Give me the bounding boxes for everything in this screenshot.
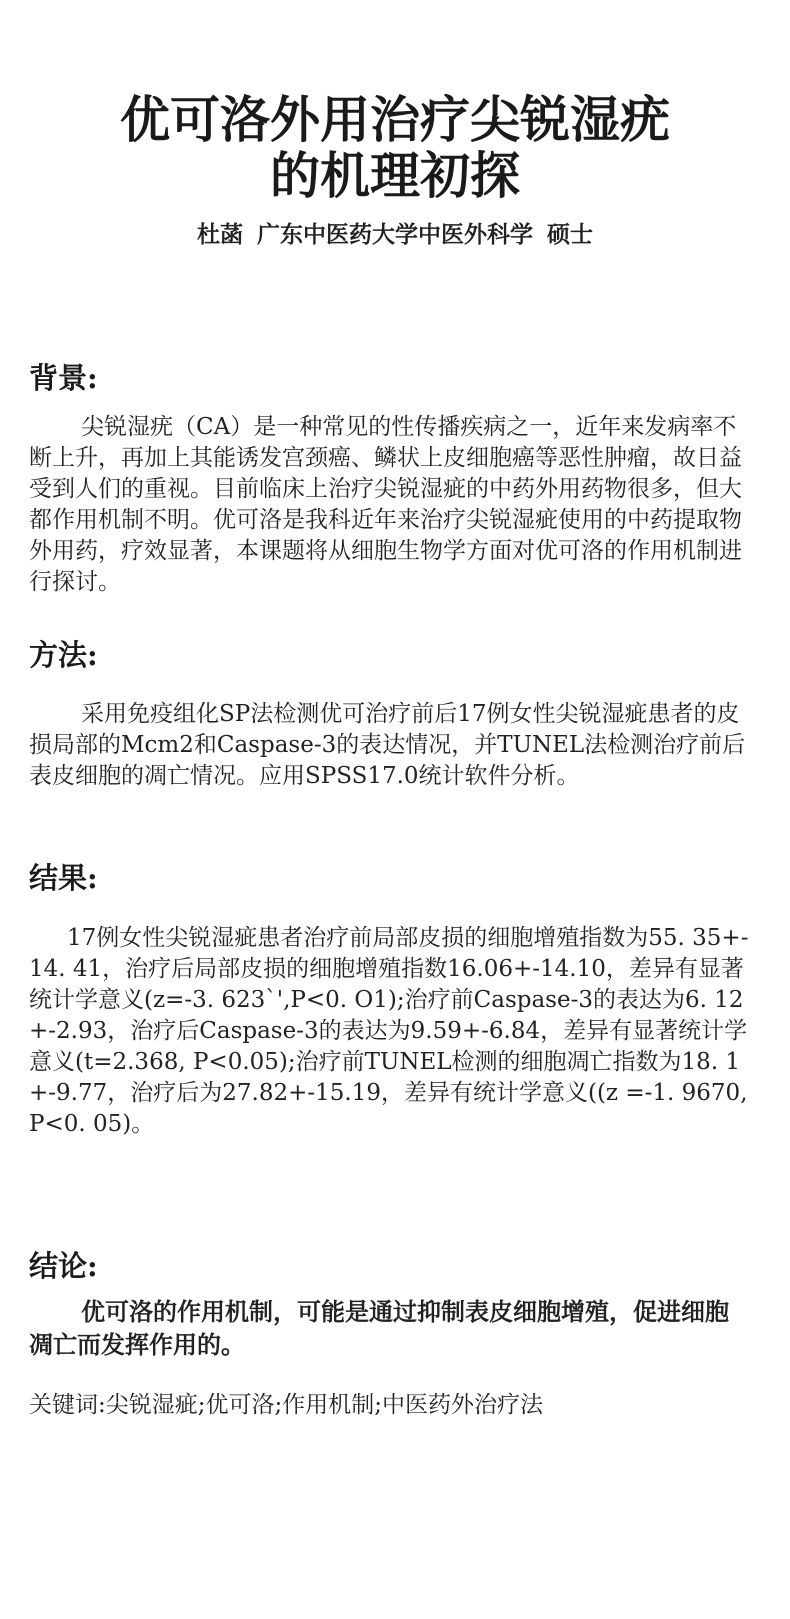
results-heading: 结果: [29, 861, 98, 895]
title-line-2: 的机理初探 [270, 146, 520, 205]
results-text: 17例女性尖锐湿疵患者治疗前局部皮损的细胞增殖指数为55. 35+- 14. 41，治疗后局部皮损的细胞增殖指数16.06+-14.10，差异有显著统计学意义(z=-3. 623`',P<0. O1);治疗前Caspase-3的表达为6. 12+-2.93，治疗后Caspase-3的表达为9.59+-6.84，差异有显著统计学意义(t=2.368, P<0.05);治疗前TUNEL检测的细胞凋亡指数为18. 1+-9.77，治疗后为27.82+-15.19，差异有统计学意义((z =-1. 9670,P<0. 05)。 [29, 925, 749, 1137]
background-heading: 背景: [29, 361, 98, 395]
methods-heading: 方法: [29, 638, 98, 672]
keywords-line: 关键词:尖锐湿疵;优可洛;作用机制;中医药外治疗法 [29, 1392, 543, 1418]
conclusion-text: 优可洛的作用机制，可能是通过抑制表皮细胞增殖，促进细胞凋亡而发挥作用的。 [29, 1297, 729, 1359]
author-byline: 杜菡 广东中医药大学中医外科学 硕士 [196, 221, 593, 248]
title-line-1: 优可洛外用治疗尖锐湿疣 [120, 90, 670, 149]
methods-text: 采用免疫组化SP法检测优可治疗前后17例女性尖锐湿疵患者的皮损局部的Mcm2和Caspase-3的表达情况，并TUNEL法检测治疗前后表皮细胞的凋亡情况。应用SPSS17.0统计软件分析。 [29, 701, 746, 789]
page-title [0, 92, 790, 204]
background-text: 尖锐湿疣（CA）是一种常见的性传播疾病之一，近年来发病率不断上升，再加上其能诱发宫颈癌、鳞状上皮细胞癌等恶性肿瘤，故日益受到人们的重视。目前临床上治疗尖锐湿疵的中药外用药物很多，但大都作用机制不明。优可洛是我科近年来治疗尖锐湿疵使用的中药提取物外用药，疗效显著，本课题将从细胞生物学方面对优可洛的作用机制进行探讨。 [29, 414, 742, 595]
conclusion-heading: 结论: [29, 1249, 98, 1283]
